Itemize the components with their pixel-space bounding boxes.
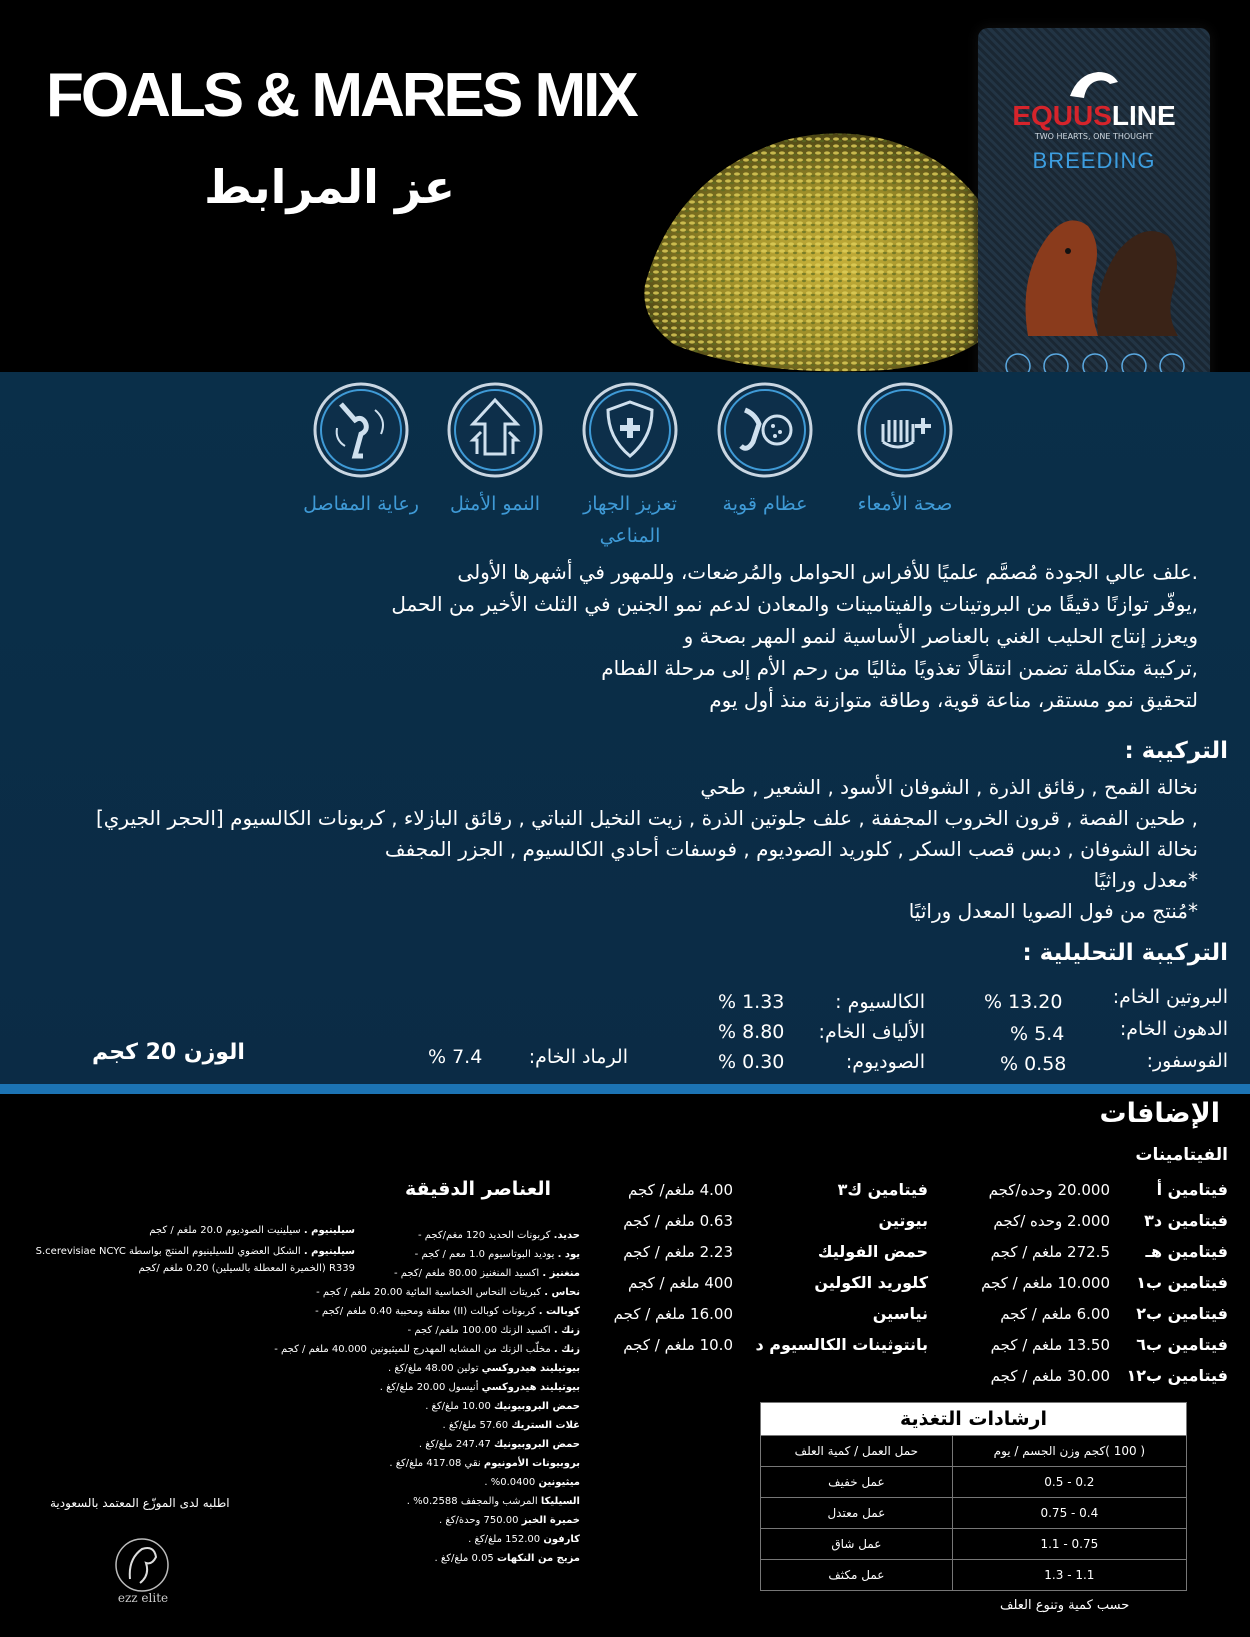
composition-line: *مُنتج من فول الصويا المعدل وراثيًا [908,899,1198,923]
vitamin-value: 10.0 ملغم / كجم [623,1336,733,1354]
vitamin-name: حمض الفوليك [817,1242,928,1261]
vitamin-name: فيتامين د٣ [1144,1211,1228,1230]
vitamin-value: 20.000 وحده/كجم [988,1181,1110,1199]
vitamin-name: كلوريد الكولين [814,1273,928,1292]
additives-heading: الإضافات [1099,1098,1220,1129]
trace-item: يود . يوديد البوتاسيوم 1.0 معم / كجم - [414,1249,580,1260]
composition-line: *معدل وراثيًا [1093,868,1198,892]
distributor-note: اطلبه لدى الموزّع المعتمد بالسعودية [50,1496,230,1510]
table-row: عمل خفيف 0.2 - 0.5 [761,1467,1187,1498]
selenium-list [15,1220,355,1276]
trace-elements-list [260,1226,580,1568]
analysis-label: البروتين الخام: [1112,986,1228,1008]
horses-photo [1008,196,1188,336]
trace-item: حمض البروبيونيك 247.47 ملغ/كغ . [418,1439,580,1450]
vitamin-value: 6.00 ملغم / كجم [1000,1305,1110,1323]
vitamin-name: فيتامين ك٣ [837,1180,928,1199]
trace-item: حمض البروبيونيك 10.00 ملغ/كغ . [425,1401,580,1412]
analysis-value: 7.4 % [428,1046,483,1068]
trace-item: مزيج من النكهات 0.05 ملغ/كغ . [434,1553,580,1564]
vitamin-name: فيتامين ب٦ [1136,1335,1228,1354]
joint-icon [311,380,411,480]
feeding-guide-table [760,1402,1187,1591]
analysis-value: 8.80 % [718,1021,785,1043]
vitamin-value: 0.63 ملغم / كجم [623,1212,733,1230]
description-line: ,تركيبة متكاملة تضمن انتقالًا تغذويًا مثاليًا من رحم الأم إلى مرحلة الفطام [601,656,1198,680]
table-row: عمل معتدل 0.4 - 0.75 [761,1498,1187,1529]
trace-item: السيليكا المرشب والمجفف 0.2588% . [406,1496,580,1507]
benefit-optimal-growth [430,380,560,520]
description-line: ويعزز إنتاج الحليب الغني بالعناصر الأساسية لنمو المهر بصحة و [683,624,1198,648]
product-title-ar: عز المرابط [204,160,455,214]
description-line: ,يوفّر توازنًا دقيقًا من البروتينات والفيتامينات والمعادن لدعم نمو الجنين في الثلث الأخير من الحمل [391,592,1198,616]
table-header: حمل العمل / كمية العلف [761,1436,953,1467]
benefit-strong-bones [700,380,830,520]
vitamin-name: فيتامين ب٢ [1136,1304,1228,1323]
logo-text: ezz elite [117,1591,169,1605]
trace-item: كوبالت . كربونات كوبالت (II) معلقة ومحببة 0.40 ملغم /كجم - [315,1306,580,1317]
composition-heading: التركيبة : [1124,738,1228,764]
trace-elements-heading: العناصر الدقيقة [405,1178,552,1200]
vitamin-name: بانتوثينات الكالسيوم د [755,1335,928,1354]
trace-item: زنك . اكسيد الزنك 100.00 ملغم/ كجم - [407,1325,580,1336]
vitamin-name: بيوتين [878,1211,928,1230]
benefit-joint-care [296,380,426,520]
analysis-value: 1.33 % [718,991,785,1013]
bag-tagline: TWO HEARTS, ONE THOUGHT [1034,132,1154,141]
trace-item: كارفون 152.00 ملغ/كغ . [468,1534,580,1545]
vitamin-value: 4.00 ملغم/ كجم [627,1181,733,1199]
composition-line: نخالة الشوفان , دبس قصب السكر , كلوريد الصوديوم , فوسفات أحادي الكالسيوم , الجزر المجفف [384,837,1198,861]
benefit-label: صحة الأمعاء [857,493,953,515]
vitamin-value: 272.5 ملغم / كجم [990,1243,1110,1261]
analysis-label: الألياف الخام: [818,1021,925,1043]
analysis-label: الصوديوم: [845,1051,925,1073]
table-row: عمل مكثف 1.1 - 1.3 [761,1560,1187,1591]
analysis-heading: التركيبة التحليلية : [1022,940,1228,966]
vitamin-value: 16.00 ملغم / كجم [613,1305,733,1323]
benefit-label: تعزيز الجهاز المناعي [583,493,677,547]
bone-icon [715,380,815,480]
ezz-elite-logo-icon [112,1535,172,1597]
vitamin-name: فيتامين هـ [1145,1242,1228,1261]
shield-cross-icon [580,380,680,480]
intestine-icon [855,380,955,480]
vitamin-name: فيتامين ب١٢ [1126,1366,1228,1385]
trace-item: حديد. كربونات الحديد 120 مغم/كجم - [417,1230,580,1241]
divider-bar [0,1084,1250,1094]
benefit-label: رعاية المفاصل [303,493,419,515]
vitamin-name: فيتامين أ [1156,1180,1228,1199]
trace-item: بيوتيليند هيدروكسي تولين 48.00 ملغ/كغ . [388,1363,580,1374]
vitamin-name: فيتامين ب١ [1136,1273,1228,1292]
analysis-label: الفوسفور: [1146,1050,1228,1072]
trace-item: بيوتيليند هيدروكسي أنيسول 20.00 ملغ/كغ . [379,1382,580,1393]
bag-brand: EQUUSLINE [1012,100,1176,131]
feeding-note: حسب كمية وتنوع العلف [1000,1598,1130,1613]
vitamin-name: نياسين [872,1304,928,1323]
bag-line-name: BREEDING [1032,148,1156,173]
vitamins-heading: الفيتامينات [1135,1145,1228,1165]
vitamin-value: 10.000 ملغم / كجم [981,1274,1110,1292]
composition-line: نخالة القمح , رقائق الذرة , الشوفان الأسود , الشعير , طحي [700,775,1198,799]
trace-item: نحاس . كبريتات النحاس الخماسية المائية 20.00 ملغم / كجم - [316,1287,580,1298]
benefit-immune-system [565,380,695,552]
product-title-en: FOALS & MARES MIX [46,61,636,130]
trace-item: ميثيونين 0.0400% . [484,1477,580,1488]
analysis-value: 0.30 % [718,1051,785,1073]
analysis-label: الرماد الخام: [528,1046,628,1068]
horse-logo-icon [1064,68,1124,100]
vitamin-value: 30.00 ملغم / كجم [990,1367,1110,1385]
description-line: .علف عالي الجودة مُصمَّم علميًا للأفراس الحوامل والمُرضعات، وللمهور في أشهرها الأولى [457,560,1198,584]
trace-item: R339 (الخميرة المعطلة بالسيلين) 0.20 ملغم /كجم [138,1263,355,1274]
trace-item: غلات الستريك 57.60 ملغ/كغ . [442,1420,580,1431]
analysis-value: 13.20 % [984,991,1063,1013]
trace-item: بروبيونات الأمونيوم نقي 417.08 ملغ/كغ . [389,1458,580,1469]
benefit-label: عظام قوية [722,493,808,515]
description-line: لتحقيق نمو مستقر، مناعة قوية، وطاقة متوازنة منذ أول يوم [709,688,1198,712]
trace-item: زنك . مخلّب الزنك من المشابه المهدرج للميثيونين 40.000 ملغم / كجم - [274,1344,580,1355]
table-header: ( 100 )كجم وزن الجسم / يوم [952,1436,1186,1467]
benefit-gut-health [840,380,970,520]
feed-pile-image [635,115,1020,375]
composition-list [8,772,1198,927]
growth-arrows-icon [445,380,545,480]
vitamin-value: 13.50 ملغم / كجم [990,1336,1110,1354]
trace-item: سيلينيوم . الشكل العضوي للسيلينيوم المنتج بواسطة S.cerevisiae NCYC [35,1246,355,1257]
analysis-value: 5.4 % [1010,1023,1065,1045]
vitamin-value: 2.23 ملغم / كجم [623,1243,733,1261]
benefit-label: النمو الأمثل [449,493,541,515]
analysis-label: الكالسيوم : [835,991,925,1013]
product-description [48,556,1198,716]
analysis-value: 0.58 % [1000,1053,1067,1075]
weight-label: الوزن 20 كجم [92,1040,245,1065]
analysis-label: الدهون الخام: [1119,1018,1228,1040]
table-row: عمل شاق 0.75 - 1.1 [761,1529,1187,1560]
trace-item: منغنيز . اكسيد المنغنيز 80.00 ملغم /كجم - [393,1268,580,1279]
feeding-title: ارشادات التغذية [761,1403,1187,1436]
trace-item: سيلينيوم . سيلينيت الصوديوم 20.0 ملغم / كجم [149,1225,355,1236]
trace-item: خميرة الخبز 750.00 وحدة/كغ . [439,1515,580,1526]
composition-line: , طحين الفصة , قرون الخروب المجففة , علف جلوتين الذرة , زيت النخيل النباتي , رقائق البازلاء , كربونات الكالسيوم [الحجر الجيري] [95,806,1198,830]
vitamin-value: 400 ملغم / كجم [627,1274,733,1292]
vitamin-value: 2.000 وحده /كجم [993,1212,1110,1230]
